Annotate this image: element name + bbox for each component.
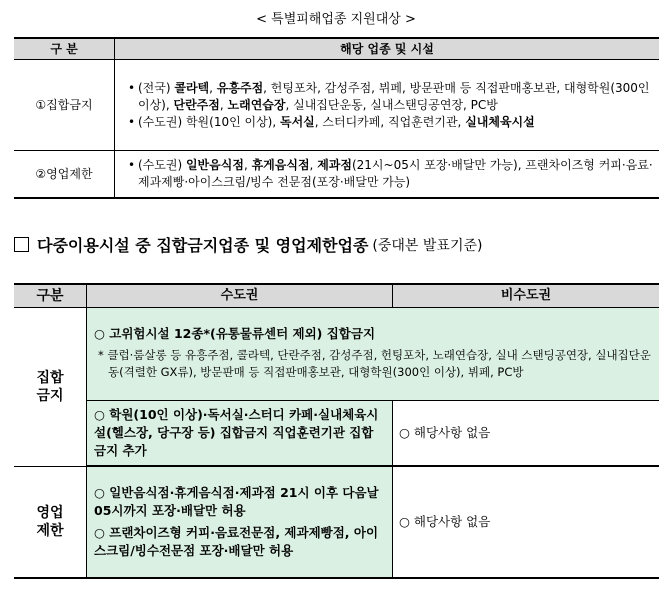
high-risk-note: * 클럽·룸살롱 등 유흥주점, 콜라텍, 단란주점, 감성주점, 헌팅포차, 노래연습장, 실내 스탠딩공연장, 실내집단운동(격렬한 GX류), 방문판매 등 직접판매홍보관, 대형학원(300인 이상), 뷔페, PC방 bbox=[98, 348, 651, 379]
table-row bbox=[14, 308, 659, 401]
bullet-text: , 실내집단운동, 실내스탠딩공연장, PC방 bbox=[285, 97, 498, 112]
bullet-text: (전국) bbox=[138, 80, 175, 95]
bullet-text: 휴게음식점 bbox=[251, 158, 310, 172]
column-header-non-capital: 비수도권 bbox=[393, 284, 660, 308]
column-header-category: 구분 bbox=[14, 284, 87, 308]
high-risk-item: ○ 고위험시설 12종*(유통물류센터 제외) 집합금지 bbox=[94, 326, 376, 341]
restriction-table bbox=[14, 283, 659, 579]
academy-item: ○ 학원(10인 이상)·독서실·스터디 카페·실내체육시설(헬스장, 당구장 등) 집합금지 직업훈련기관 집합금지 추가 bbox=[94, 407, 379, 458]
table-row bbox=[14, 60, 659, 151]
bullet-list bbox=[116, 80, 658, 131]
square-bullet-icon bbox=[14, 237, 29, 252]
bullet-text: 유흥주점 bbox=[216, 80, 264, 95]
facilities-cell bbox=[115, 60, 660, 151]
bullet-text: , 스터디카페, 직업훈련기관, bbox=[314, 114, 466, 129]
bullet-item bbox=[128, 80, 654, 114]
restaurant-item: ○ 일반음식점·휴게음식점·제과점 21시 이후 다음날 05시까지 포장·배달만 허용 bbox=[94, 484, 379, 518]
support-target-table bbox=[14, 37, 659, 199]
bullet-text: 일반음식점 bbox=[185, 158, 244, 172]
group-label-limit: 영업 제한 bbox=[14, 466, 87, 578]
bullet-text: (수도권) bbox=[138, 158, 186, 172]
column-header-capital: 수도권 bbox=[87, 284, 393, 308]
table-row bbox=[14, 401, 659, 467]
category-cell: ②영업제한 bbox=[14, 151, 115, 199]
bullet-text: 단란주점 bbox=[173, 97, 220, 112]
table-row bbox=[14, 466, 659, 578]
bullet-text: 노래연습장 bbox=[227, 97, 286, 112]
bullet-text: 제과점 bbox=[317, 158, 352, 172]
bullet-text: 콜라텍 bbox=[174, 80, 210, 95]
bullet-text: 실내체육시설 bbox=[465, 114, 535, 129]
academy-cell bbox=[87, 401, 393, 467]
bullet-text: (21시~05시 포장·배달만 가능), 프랜차이즈형 커피·음료·제과제빵·아이스크림/빙수 전문점(포장·배달만 가능) bbox=[138, 158, 653, 189]
bullet-text: (수도권) 학원(10인 이상), bbox=[138, 114, 280, 129]
bullet-item bbox=[128, 114, 654, 131]
facilities-cell bbox=[115, 151, 660, 199]
table-caption: < 특별피해업종 지원대상 > bbox=[256, 12, 416, 27]
bullet-item bbox=[128, 157, 654, 191]
section-heading bbox=[14, 233, 482, 256]
bullet-text: , bbox=[309, 158, 318, 172]
bullet-text: , bbox=[243, 158, 252, 172]
section-title: 다중이용시설 중 집합금지업종 및 영업제한업종 bbox=[37, 236, 369, 255]
bullet-text: , bbox=[219, 97, 228, 112]
group-label-ban: 집합 금지 bbox=[14, 308, 87, 467]
non-capital-cell: ○ 해당사항 없음 bbox=[393, 401, 660, 467]
non-capital-cell: ○ 해당사항 없음 bbox=[393, 466, 660, 578]
business-limit-cell bbox=[87, 466, 393, 578]
column-header-facilities: 해당 업종 및 시설 bbox=[115, 38, 660, 60]
high-risk-cell bbox=[87, 308, 660, 401]
bullet-list bbox=[116, 157, 658, 191]
franchise-item: ○ 프랜차이즈형 커피·음료전문점, 제과제빵점, 아이스크림/빙수전문점 포장·배달만 허용 bbox=[94, 524, 379, 558]
category-cell: ①집합금지 bbox=[14, 60, 115, 151]
column-header-category: 구 분 bbox=[14, 38, 115, 60]
bullet-text: 독서실 bbox=[280, 114, 315, 129]
bullet-text: , 헌팅포차, 감성주점, 뷔페, 방문판매 등 직접판매홍보관, 대형학원(300인 이상), bbox=[138, 80, 650, 112]
bullet-text: , bbox=[209, 80, 217, 95]
table-row bbox=[14, 151, 659, 199]
section-subtitle: (중대본 발표기준) bbox=[372, 237, 483, 254]
